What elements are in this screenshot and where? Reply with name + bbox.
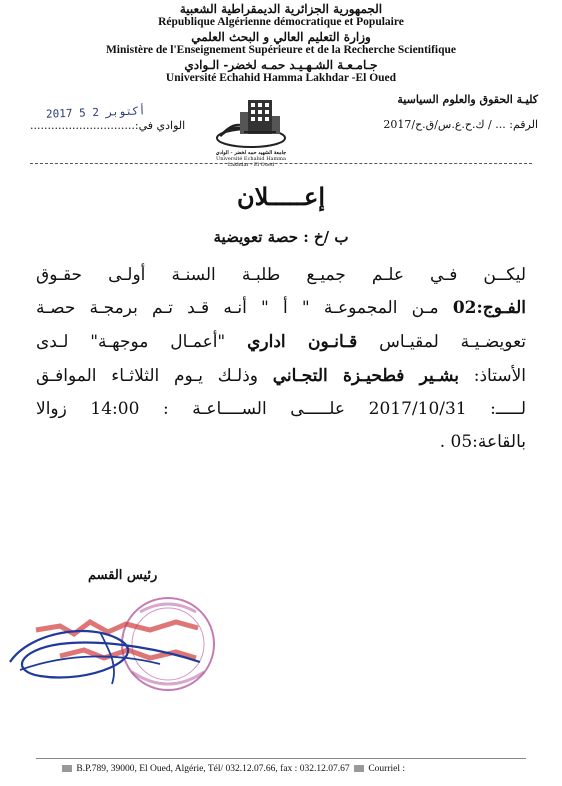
logo-caption-ar: جامعة الشهيد حمه لخضر - الوادي	[215, 150, 287, 156]
body-line-4-post: وذلـك يـوم الثلاثـاء الموافـق	[36, 366, 273, 386]
logo-caption-fr: Université Echahid Hamma Lakhdar - El Oued	[216, 156, 286, 168]
logo-caption	[206, 150, 296, 168]
header-university-fr: Université Echahid Hamma Lakhdar -El Oued	[165, 72, 397, 84]
body-line-3-pre: تعويضـيـة لمقيـاس	[357, 332, 526, 352]
header-republic-ar: الجمهورية الجزائرية الديمقراطية الشعبية	[179, 2, 383, 16]
body-line-3-post: "أعمـال موجهـة" لـدى	[36, 332, 248, 352]
group-label: الفـوج:02	[452, 298, 526, 318]
header-divider	[30, 163, 532, 164]
body-line-6: بالقاعة:05 .	[439, 432, 526, 452]
footer-contact	[60, 764, 405, 774]
mail-icon	[354, 765, 364, 772]
module-name: قـانـون اداري	[247, 332, 358, 352]
header-republic-fr: République Algérienne démocratique et Populaire	[158, 16, 404, 28]
footer-address: B.P.789, 39000, El Oued, Algérie, Tél/ 032.12.07.66, fax : 032.12.07.67	[76, 764, 350, 774]
body-line-1: ليكــن فـي علـم جميـع طلبـة السنـة أولـى حقـوق	[36, 265, 526, 285]
faculty-name: كليـة الحقوق والعلوم السياسية	[397, 93, 538, 106]
stamp-signature-icon	[0, 592, 260, 702]
body-line-4	[36, 366, 526, 386]
reference-number: الرقم: ... / ك.ح.ع.س/ق.ح/2017	[383, 118, 538, 131]
university-logo-icon	[214, 92, 288, 154]
place-date-label: الوادي في:..............................	[30, 119, 186, 132]
body-line-5: لـــــ: 2017/10/31 علـــــى الســــاعـة : 14:00 زوالا	[36, 399, 526, 419]
professor-name: بشـير فطحيـزة التجـاني	[272, 366, 460, 386]
address-icon	[62, 765, 72, 772]
body-line-3	[36, 332, 526, 352]
body-line-2-rest: مـن المجموعـة " أ " أنـه قـد تـم برمجـة حصـة	[36, 298, 453, 318]
announcement-title: إعـــــلان	[236, 182, 326, 211]
body-line-2	[36, 298, 526, 318]
department-head-title: رئيس القسم	[88, 568, 158, 583]
header-ministry-ar: وزارة التعليم العالي و البحث العلمي	[191, 30, 371, 44]
footer-courriel: Courriel :	[368, 764, 406, 774]
date-stamp: 2017 أكتوبر 2 5	[45, 104, 146, 121]
footer-divider	[36, 758, 526, 759]
header-ministry-fr: Ministère de l'Enseignement Supérieure et de la Recherche Scientifique	[105, 44, 457, 56]
body-line-4-pre: الأستاذ:	[459, 366, 527, 386]
header-university-ar: جـامـعـة الشـهـيـد حمـه لخضر- الـوادي	[184, 58, 378, 72]
announcement-subject: ب /خ : حصة تعويضية	[213, 228, 349, 246]
